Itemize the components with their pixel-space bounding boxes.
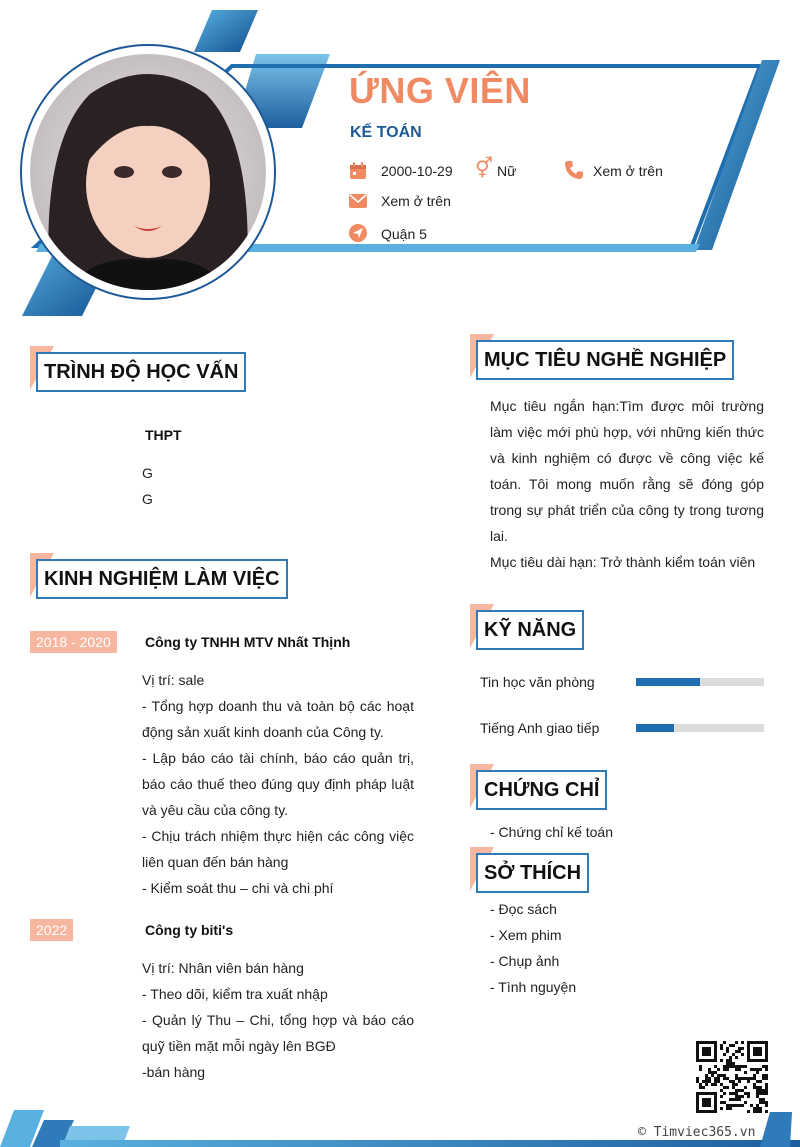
experience-details: Vị trí: Nhân viên bán hàng - Theo dõi, kiểm tra xuất nhập - Quản lý Thu – Chi, tổng hợp và báo cáo quỹ tiền mặt mỗi ngày lên BGĐ -bán hàng bbox=[142, 960, 414, 1080]
hobbies-list bbox=[490, 896, 576, 1000]
calendar-icon bbox=[349, 162, 367, 180]
footer-credit: © Timviec365.vn bbox=[638, 1125, 756, 1140]
skill-name: Tin học văn phòng bbox=[480, 674, 595, 690]
experience-period: 2022 bbox=[30, 919, 73, 941]
email: Xem ở trên bbox=[381, 193, 451, 209]
skill-bar bbox=[636, 678, 764, 686]
candidate-name: ỨNG VIÊN bbox=[349, 70, 531, 111]
experience-company: Công ty TNHH MTV Nhất Thịnh bbox=[145, 634, 351, 650]
education-line: G bbox=[142, 465, 153, 481]
phone: Xem ở trên bbox=[593, 163, 663, 179]
certificate-item: - Chứng chỉ kế toán bbox=[490, 824, 613, 840]
education-line: G bbox=[142, 491, 153, 507]
avatar bbox=[30, 54, 266, 290]
skill-name: Tiếng Anh giao tiếp bbox=[480, 720, 600, 736]
skill-bar-fill bbox=[636, 678, 700, 686]
gender: Nữ bbox=[497, 163, 517, 179]
education-school: THPT bbox=[145, 427, 182, 443]
experience-details: Vị trí: sale - Tổng hợp doanh thu và toàn bộ các hoạt động sản xuất kinh doanh của Công ty. - Lập báo cáo tài chính, báo cáo quản trị, báo cáo thuế theo đúng quy định pháp luật và yêu cầu của công ty. - Chịu trách nhiệm thực hiện các công việc liên quan đến bán hàng - Kiểm soát thu – chi và chi phí bbox=[142, 672, 414, 896]
address: Quận 5 bbox=[381, 226, 427, 242]
birthday: 2000-10-29 bbox=[381, 163, 453, 179]
experience-company: Công ty biti's bbox=[145, 922, 234, 938]
hobby-item: - Đọc sách bbox=[490, 901, 557, 917]
skill-bar bbox=[636, 724, 764, 732]
hobby-item: - Chụp ảnh bbox=[490, 953, 560, 969]
experience-period: 2018 - 2020 bbox=[30, 631, 117, 653]
location-icon bbox=[349, 224, 367, 242]
hobby-item: - Xem phim bbox=[490, 927, 562, 943]
gender-icon: ⚥ bbox=[475, 158, 494, 180]
hobby-item: - Tình nguyện bbox=[490, 979, 577, 995]
qr-code bbox=[696, 1041, 768, 1113]
skill-bar-fill bbox=[636, 724, 674, 732]
email-icon bbox=[349, 192, 367, 210]
candidate-position: KẾ TOÁN bbox=[350, 124, 422, 141]
phone-icon bbox=[564, 160, 584, 180]
objective-text: Mục tiêu ngắn hạn:Tìm được môi trường làm việc mới phù hợp, với những kiến thức và kinh nghiệm có được về công việc kế toán. Tôi mong muốn rằng sẽ đóng góp trong sự phát triển của công ty trong tương lai. Mục tiêu dài hạn: Trở thành kiểm toán viên bbox=[490, 398, 764, 570]
